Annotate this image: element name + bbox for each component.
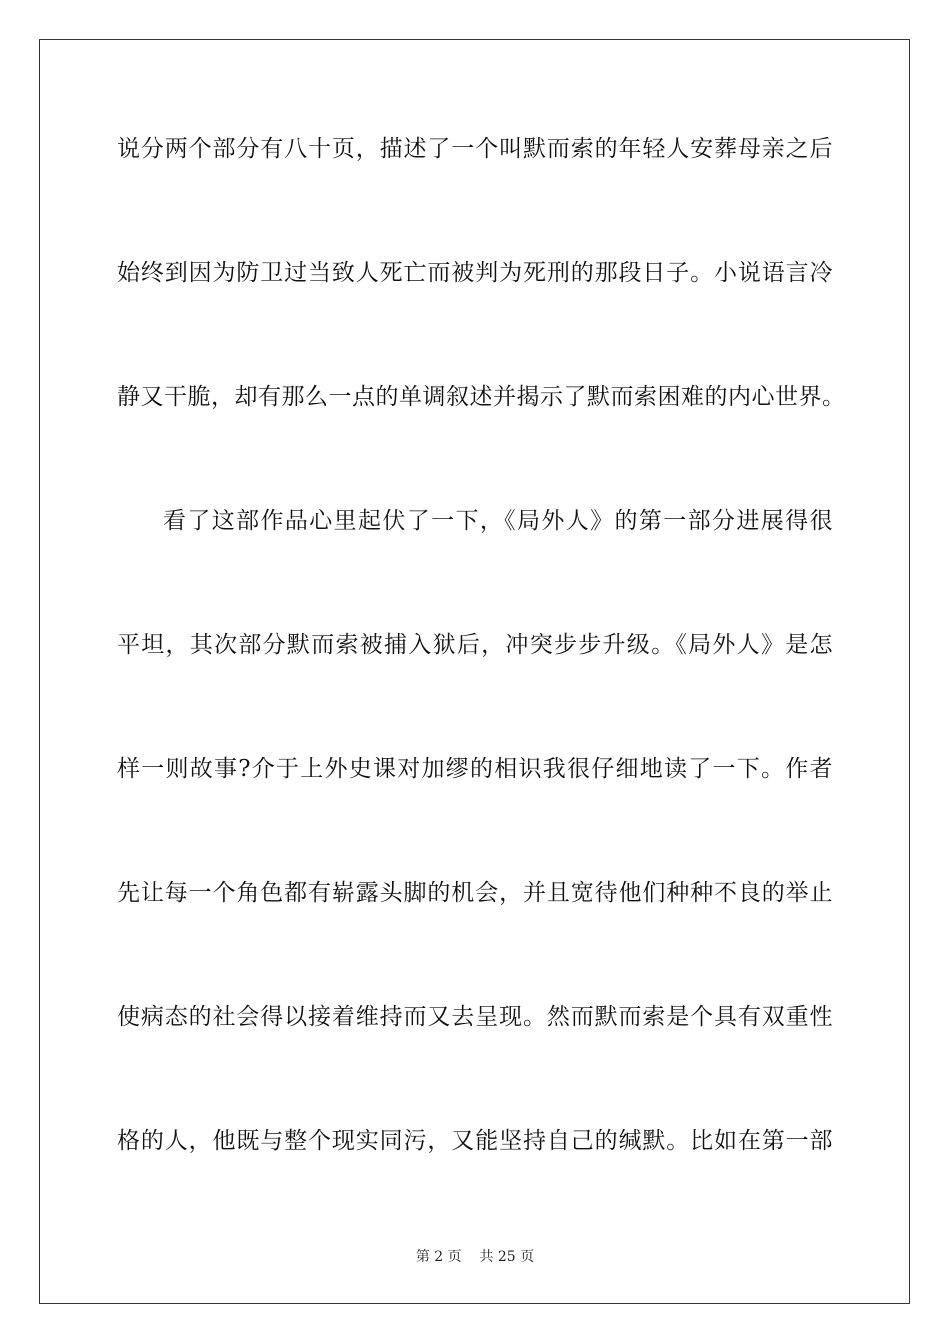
paragraph-line: 平坦，其次部分默而索被捕入狱后，冲突步步升级。《局外人》是怎	[117, 632, 833, 658]
paragraph-line: 使病态的社会得以接着维持而又去呈现。然而默而索是个具有双重性	[117, 1004, 833, 1030]
paragraph-line: 样一则故事?介于上外史课对加缪的相识我很仔细地读了一下。作者	[117, 756, 833, 782]
paragraph-line: 始终到因为防卫过当致人死亡而被判为死刑的那段日子。小说语言冷	[117, 260, 833, 286]
paragraph-line: 先让每一个角色都有崭露头脚的机会，并且宽待他们种种不良的举止	[117, 880, 833, 906]
paragraph-line: 格的人，他既与整个现实同污，又能坚持自己的缄默。比如在第一部	[117, 1128, 833, 1154]
page-number-footer: 第 2 页 共 25 页	[415, 1249, 535, 1265]
paragraph-line: 说分两个部分有八十页，描述了一个叫默而索的年轻人安葬母亲之后	[117, 136, 833, 162]
paragraph-line: 静又干脆，却有那么一点的单调叙述并揭示了默而索困难的内心世界。	[117, 384, 846, 410]
paragraph-line: 看了这部作品心里起伏了一下，《局外人》的第一部分进展得很	[163, 508, 833, 534]
page-border	[39, 39, 910, 1304]
